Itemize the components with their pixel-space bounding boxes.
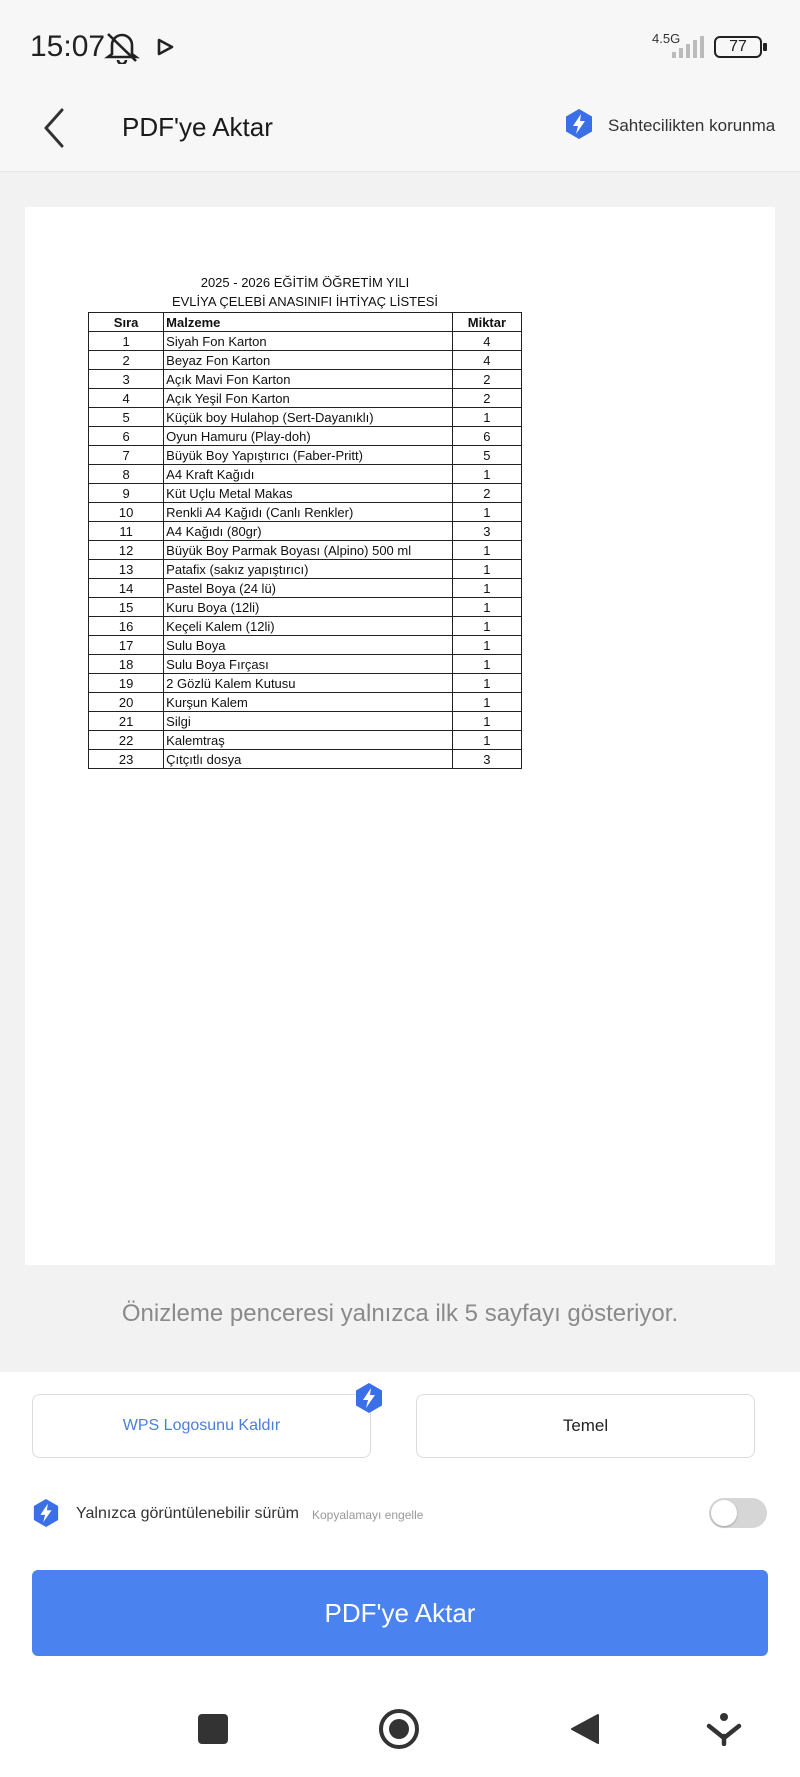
- item-name: Açık Mavi Fon Karton: [164, 370, 453, 389]
- table-row: [89, 693, 522, 712]
- page-title: PDF'ye Aktar: [122, 112, 273, 142]
- item-name: Keçeli Kalem (12li): [164, 617, 453, 636]
- table-row: [89, 446, 522, 465]
- export-pdf-button[interactable]: PDF'ye Aktar: [32, 1570, 768, 1656]
- row-number: 18: [89, 655, 164, 674]
- anti-forgery-link[interactable]: Sahtecilikten korunma: [608, 116, 776, 135]
- item-quantity: 1: [452, 674, 521, 693]
- toggle-knob: [711, 1500, 737, 1526]
- item-name: Beyaz Fon Karton: [164, 351, 453, 370]
- item-quantity: 1: [452, 579, 521, 598]
- table-row: [89, 370, 522, 389]
- supply-list-table: [88, 312, 522, 769]
- system-nav-bar: [0, 1680, 800, 1777]
- item-name: Açık Yeşil Fon Karton: [164, 389, 453, 408]
- row-number: 19: [89, 674, 164, 693]
- table-row: [89, 351, 522, 370]
- view-only-label: Yalnızca görüntülenebilir sürüm: [76, 1505, 299, 1522]
- item-quantity: 1: [452, 598, 521, 617]
- item-name: Silgi: [164, 712, 453, 731]
- item-name: Kurşun Kalem: [164, 693, 453, 712]
- row-number: 20: [89, 693, 164, 712]
- row-number: 10: [89, 503, 164, 522]
- item-name: A4 Kraft Kağıdı: [164, 465, 453, 484]
- item-quantity: 3: [452, 522, 521, 541]
- item-name: Sulu Boya Fırçası: [164, 655, 453, 674]
- table-row: [89, 389, 522, 408]
- item-quantity: 1: [452, 617, 521, 636]
- table-row: [89, 598, 522, 617]
- row-number: 23: [89, 750, 164, 769]
- item-name: Kalemtraş: [164, 731, 453, 750]
- accessibility-menu-icon[interactable]: [706, 1712, 742, 1746]
- table-row: [89, 503, 522, 522]
- table-row: [89, 484, 522, 503]
- basic-quality-button[interactable]: Temel: [416, 1394, 755, 1458]
- row-number: 7: [89, 446, 164, 465]
- pdf-preview-area[interactable]: [0, 172, 800, 1372]
- bell-muted-icon: [104, 30, 140, 64]
- item-quantity: 1: [452, 465, 521, 484]
- item-quantity: 1: [452, 655, 521, 674]
- row-number: 12: [89, 541, 164, 560]
- network-type: 4.5G: [652, 31, 681, 46]
- back-arrow-icon[interactable]: [36, 104, 72, 152]
- item-name: Büyük Boy Yapıştırıcı (Faber-Pritt): [164, 446, 453, 465]
- table-row: [89, 731, 522, 750]
- row-number: 4: [89, 389, 164, 408]
- item-quantity: 4: [452, 351, 521, 370]
- premium-lightning-icon: [354, 1382, 384, 1414]
- item-name: 2 Gözlü Kalem Kutusu: [164, 674, 453, 693]
- row-number: 2: [89, 351, 164, 370]
- table-row: [89, 579, 522, 598]
- status-bar: [0, 0, 800, 90]
- remove-logo-button[interactable]: WPS Logosunu Kaldır: [32, 1394, 371, 1458]
- table-row: [89, 617, 522, 636]
- item-quantity: 1: [452, 712, 521, 731]
- column-header: Malzeme: [164, 313, 453, 332]
- preview-page: [25, 207, 775, 1265]
- view-only-sublabel: Kopyalamayı engelle: [312, 1508, 424, 1522]
- table-header-row: [89, 313, 522, 332]
- row-number: 15: [89, 598, 164, 617]
- row-number: 5: [89, 408, 164, 427]
- document-title-line1: 2025 - 2026 EĞİTİM ÖĞRETİM YILI: [200, 275, 410, 290]
- item-name: Küt Uçlu Metal Makas: [164, 484, 453, 503]
- home-icon[interactable]: [378, 1708, 420, 1750]
- row-number: 22: [89, 731, 164, 750]
- preview-limit-note: Önizleme penceresi yalnızca ilk 5 sayfayı gösteriyor.: [121, 1300, 679, 1327]
- item-name: Patafix (sakız yapıştırıcı): [164, 560, 453, 579]
- item-name: Kuru Boya (12li): [164, 598, 453, 617]
- row-number: 16: [89, 617, 164, 636]
- status-time: 15:07: [30, 30, 106, 63]
- row-number: 1: [89, 332, 164, 351]
- item-quantity: 1: [452, 503, 521, 522]
- row-number: 6: [89, 427, 164, 446]
- item-quantity: 4: [452, 332, 521, 351]
- table-row: [89, 332, 522, 351]
- row-number: 17: [89, 636, 164, 655]
- item-name: Oyun Hamuru (Play-doh): [164, 427, 453, 446]
- item-quantity: 1: [452, 541, 521, 560]
- column-header: Miktar: [452, 313, 521, 332]
- item-quantity: 6: [452, 427, 521, 446]
- row-number: 3: [89, 370, 164, 389]
- item-quantity: 5: [452, 446, 521, 465]
- battery-level: 77: [729, 38, 747, 55]
- item-quantity: 2: [452, 389, 521, 408]
- table-row: [89, 465, 522, 484]
- item-name: Sulu Boya: [164, 636, 453, 655]
- nav-back-icon[interactable]: [568, 1712, 602, 1746]
- item-quantity: 3: [452, 750, 521, 769]
- lightning-badge-icon[interactable]: [564, 108, 594, 140]
- table-row: [89, 427, 522, 446]
- item-quantity: 1: [452, 731, 521, 750]
- row-number: 9: [89, 484, 164, 503]
- table-row: [89, 560, 522, 579]
- item-name: Büyük Boy Parmak Boyası (Alpino) 500 ml: [164, 541, 453, 560]
- row-number: 8: [89, 465, 164, 484]
- row-number: 13: [89, 560, 164, 579]
- recent-apps-icon[interactable]: [198, 1714, 228, 1744]
- battery-indicator: [714, 36, 762, 58]
- media-play-icon: [156, 38, 174, 56]
- item-quantity: 2: [452, 370, 521, 389]
- table-row: [89, 541, 522, 560]
- table-row: [89, 408, 522, 427]
- table-row: [89, 522, 522, 541]
- table-row: [89, 636, 522, 655]
- item-quantity: 1: [452, 693, 521, 712]
- item-quantity: 2: [452, 484, 521, 503]
- view-only-toggle[interactable]: [709, 1498, 767, 1528]
- item-name: Küçük boy Hulahop (Sert-Dayanıklı): [164, 408, 453, 427]
- table-row: [89, 674, 522, 693]
- item-quantity: 1: [452, 408, 521, 427]
- table-row: [89, 712, 522, 731]
- item-name: Çıtçıtlı dosya: [164, 750, 453, 769]
- item-name: A4 Kağıdı (80gr): [164, 522, 453, 541]
- table-row: [89, 655, 522, 674]
- document-title-line2: EVLİYA ÇELEBİ ANASINIFI İHTİYAÇ LİSTESİ: [171, 294, 439, 309]
- item-quantity: 1: [452, 636, 521, 655]
- row-number: 11: [89, 522, 164, 541]
- premium-lightning-icon: [32, 1498, 60, 1528]
- app-header: [0, 90, 800, 172]
- item-quantity: 1: [452, 560, 521, 579]
- item-name: Renkli A4 Kağıdı (Canlı Renkler): [164, 503, 453, 522]
- row-number: 21: [89, 712, 164, 731]
- column-header: Sıra: [89, 313, 164, 332]
- row-number: 14: [89, 579, 164, 598]
- item-name: Siyah Fon Karton: [164, 332, 453, 351]
- item-name: Pastel Boya (24 lü): [164, 579, 453, 598]
- signal-icon: [670, 36, 706, 60]
- table-row: [89, 750, 522, 769]
